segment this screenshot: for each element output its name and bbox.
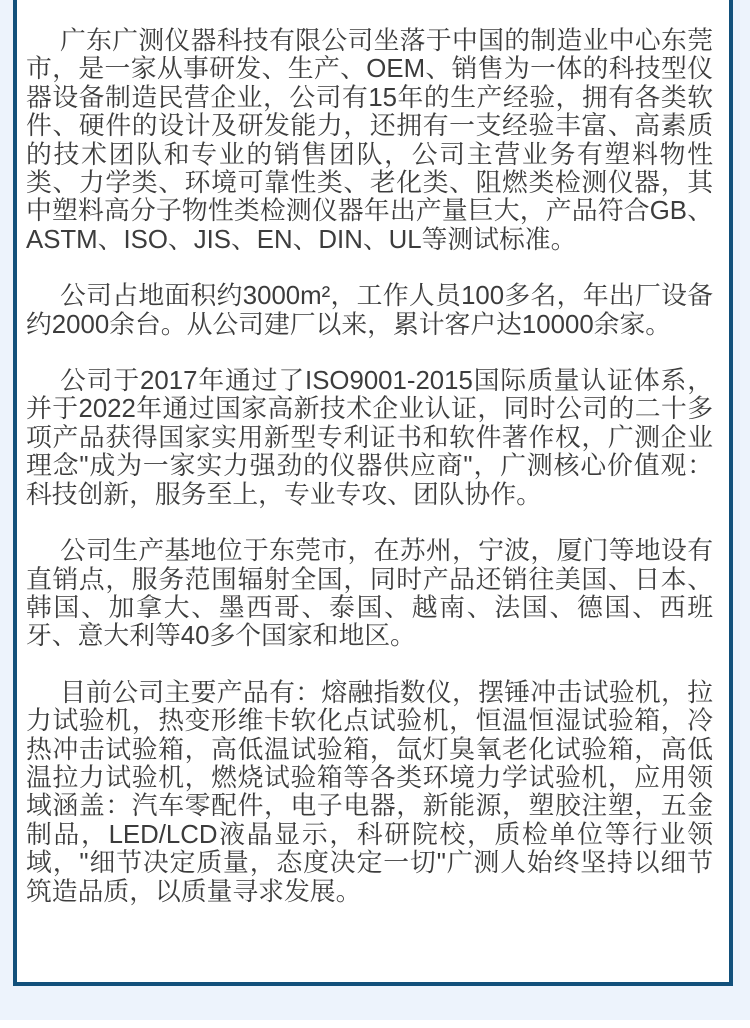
next-section-top-strip: [0, 1020, 750, 1028]
paragraph-company-scale: 公司占地面积约3000m²，工作人员100多名，年出厂设备约2000余台。从公司建厂以来，累计客户达10000余家。: [26, 282, 713, 339]
paragraph-certifications-and-values: 公司于2017年通过了ISO9001-2015国际质量认证体系，并于2022年通过国家高新技术企业认证，同时公司的二十多项产品获得国家实用新型专利证书和软件著作权，广测企业理念"成为一家实力强劲的仪器供应商"，广测核心价值观：科技创新，服务至上，专业专攻、团队协作。: [26, 367, 713, 509]
company-intro-article: [17, 0, 729, 906]
paragraph-company-overview: 广东广测仪器科技有限公司坐落于中国的制造业中心东莞市，是一家从事研发、生产、OEM、销售为一体的科技型仪器设备制造民营企业，公司有15年的生产经验，拥有各类软件、硬件的设计及研发能力，还拥有一支经验丰富、高素质的技术团队和专业的销售团队，公司主营业务有塑料物性类、力学类、环境可靠性类、老化类、阻燃类检测仪器，其中塑料高分子物性类检测仪器年出产量巨大，产品符合GB、ASTM、ISO、JIS、EN、DIN、UL等测试标准。: [26, 27, 713, 254]
paragraph-production-bases-and-exports: 公司生产基地位于东莞市，在苏州，宁波，厦门等地设有直销点，服务范围辐射全国，同时产品还销往美国、日本、韩国、加拿大、墨西哥、泰国、越南、法国、德国、西班牙、意大利等40多个国家和地区。: [26, 537, 713, 651]
company-intro-panel: [13, 0, 733, 986]
paragraph-main-products-and-applications: 目前公司主要产品有：熔融指数仪，摆锤冲击试验机，拉力试验机，热变形维卡软化点试验机，恒温恒湿试验箱，冷热冲击试验箱，高低温试验箱，氙灯臭氧老化试验箱，高低温拉力试验机，燃烧试验箱等各类环境力学试验机，应用领域涵盖：汽车零配件，电子电器，新能源，塑胶注塑，五金制品，LED/LCD液晶显示，科研院校，质检单位等行业领域，"细节决定质量，态度决定一切"广测人始终坚持以细节筑造品质，以质量寻求发展。: [26, 678, 713, 906]
